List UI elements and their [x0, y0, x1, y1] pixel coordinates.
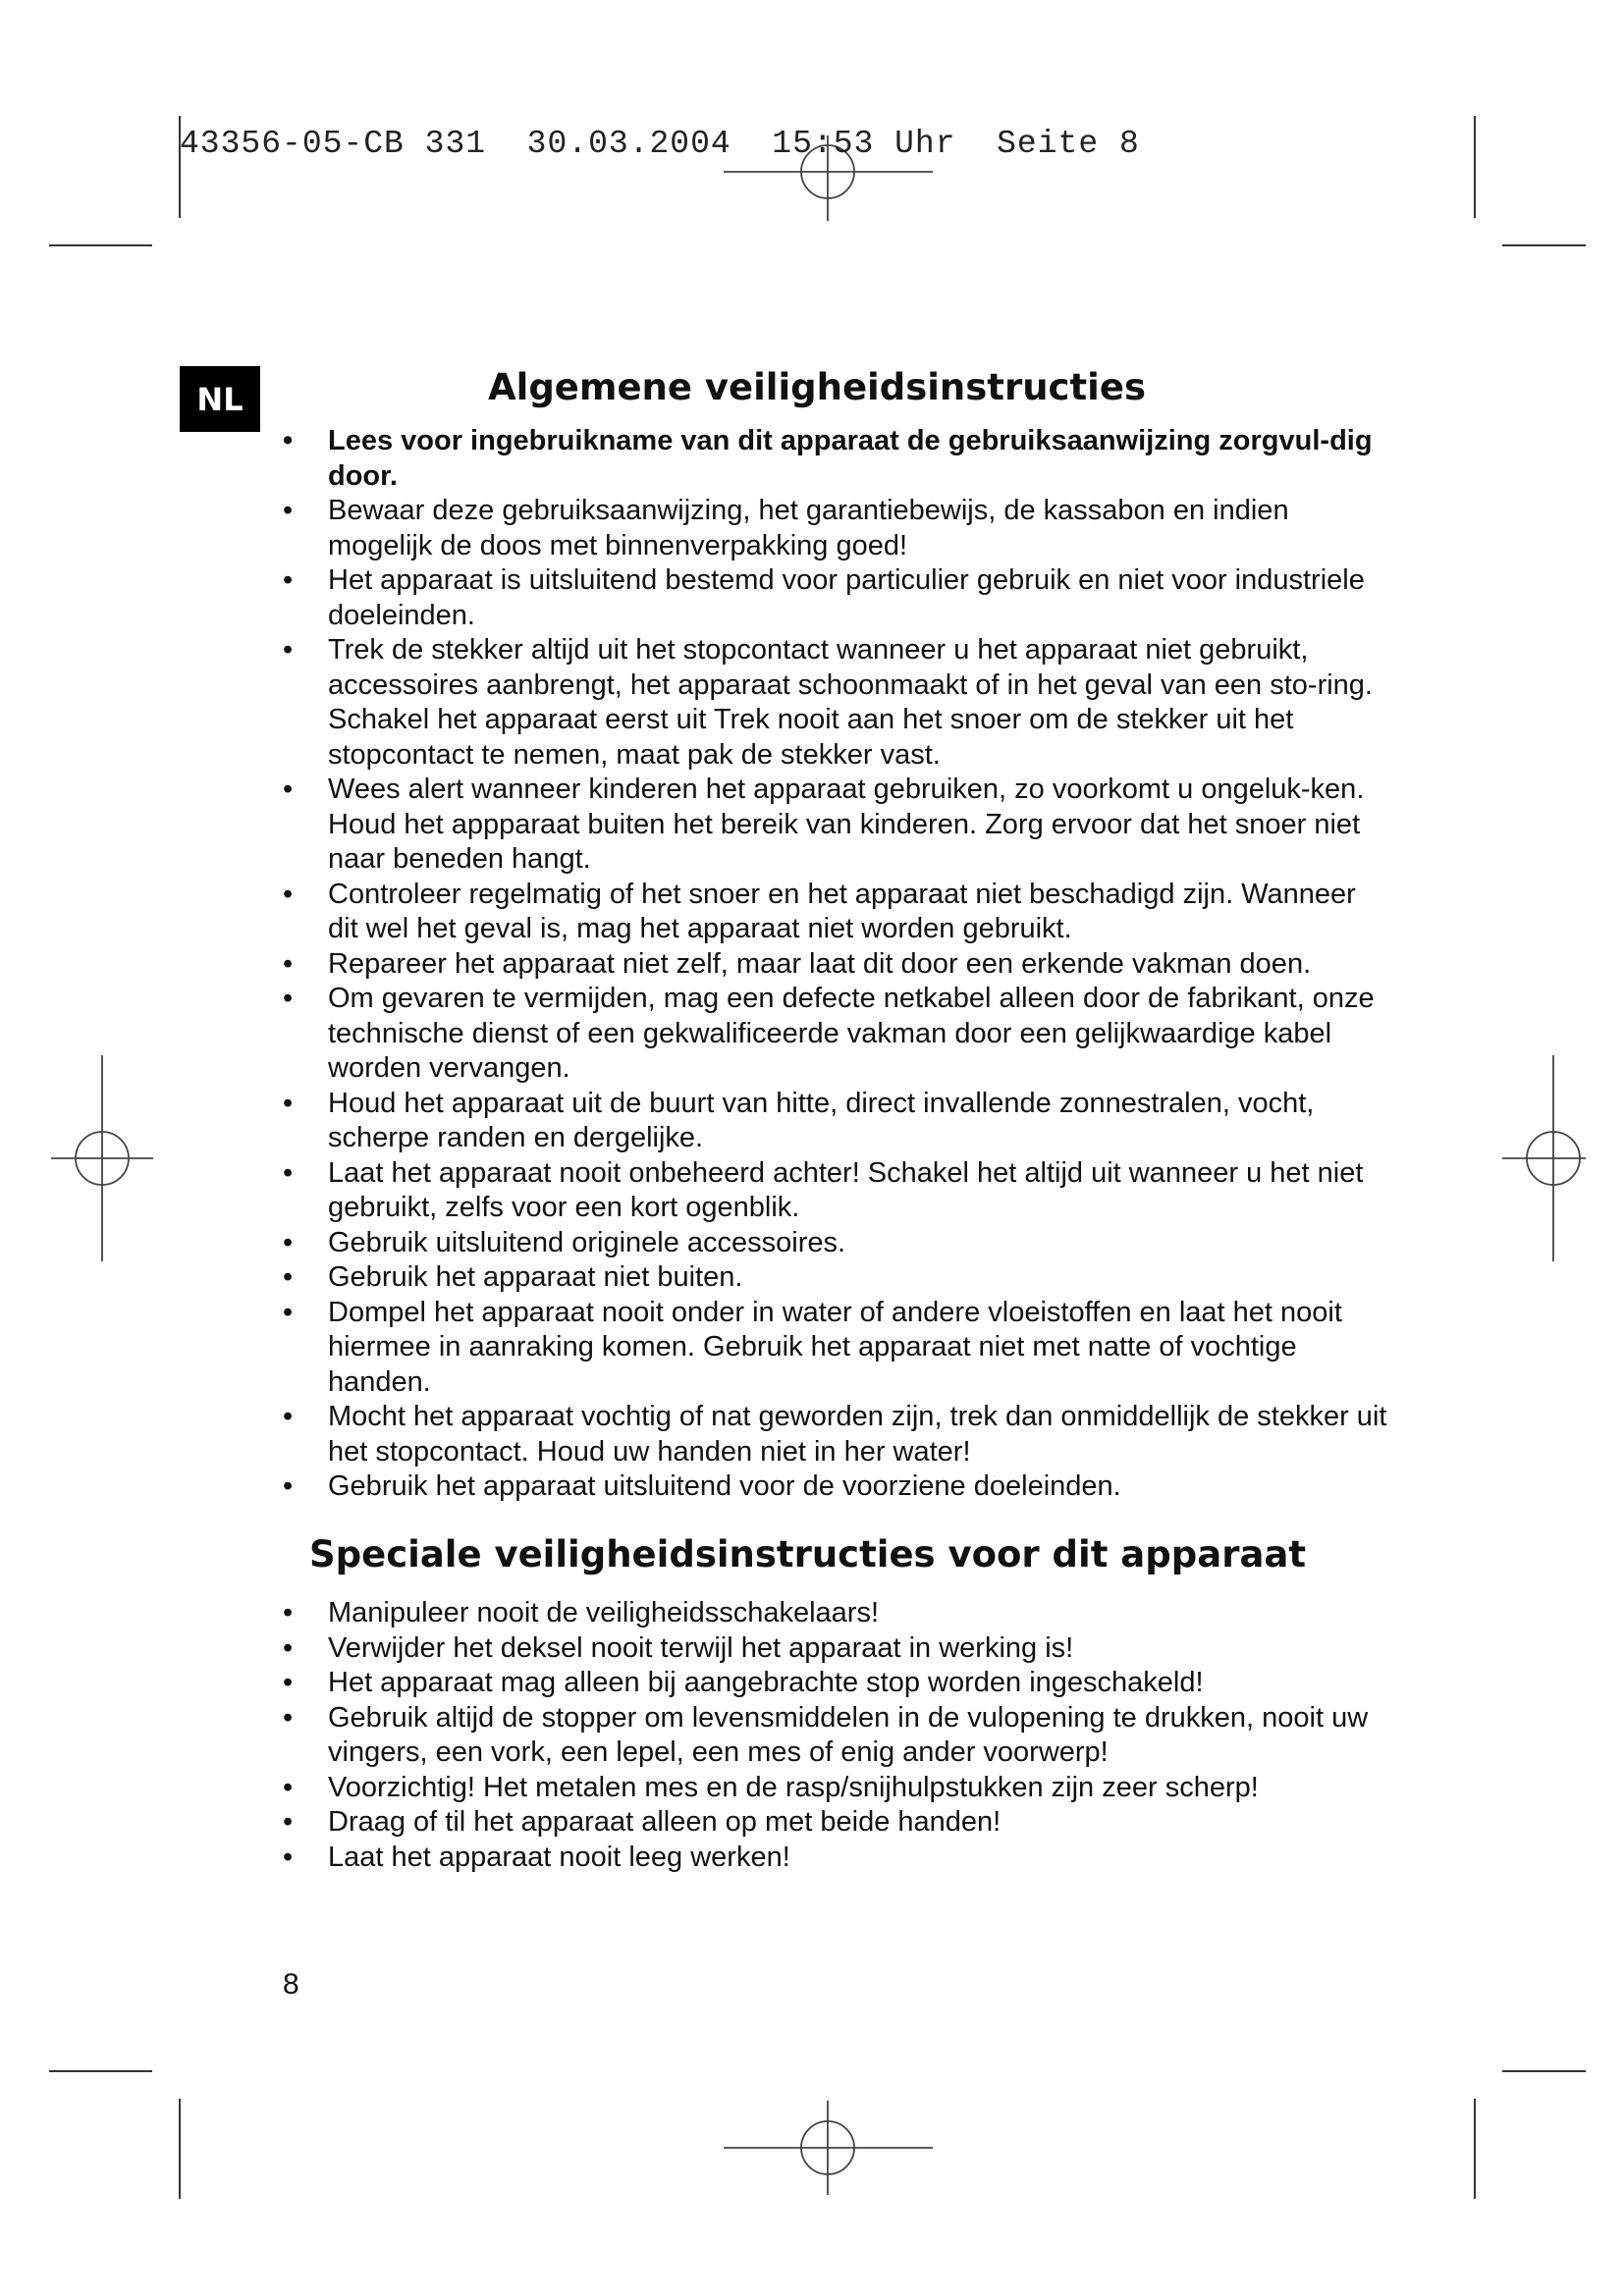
language-tab: NL [180, 366, 260, 432]
list-item: • Laat het apparaat nooit leeg werken! [283, 1841, 1392, 1876]
list-item: • Lees voor ingebruikname van dit apparaat de gebruiksaanwijzing zorgvul-dig door. [283, 424, 1392, 494]
list-item: • Draag of til het apparaat alleen op met beide handen! [283, 1805, 1392, 1841]
registration-mark-left [51, 1055, 153, 1261]
list-item: • Laat het apparaat nooit onbeheerd achter! Schakel het altijd uit wanneer u het niet gebruikt, zelfs voor een kort ogenblik. [283, 1156, 1392, 1226]
list-item: • Dompel het apparaat nooit onder in water of andere vloeistoffen en laat het nooit hiermee in aanraking komen. Gebruik het apparaat niet met natte of vochtige handen. [283, 1296, 1392, 1401]
list-item: • Het apparaat is uitsluitend bestemd voor particulier gebruik en niet voor industriele doeleinden. [283, 563, 1392, 633]
list-item: • Gebruik het apparaat uitsluitend voor de voorziene doeleinden. [283, 1469, 1392, 1505]
list-item: • Gebruik uitsluitend originele accessoires. [283, 1226, 1392, 1261]
list-item: • Manipuleer nooit de veiligheidsschakelaars! [283, 1596, 1392, 1631]
list-item: • Het apparaat mag alleen bij aangebrachte stop worden ingeschakeld! [283, 1666, 1392, 1701]
general-safety-list [283, 424, 1392, 1505]
registration-mark-right [1502, 1055, 1586, 1261]
list-item: • Gebruik altijd de stopper om levensmiddelen in de vulopening te drukken, nooit uw vingers, een vork, een lepel, een mes of enig ander voorwerp! [283, 1701, 1392, 1771]
list-item: • Voorzichtig! Het metalen mes en de rasp/snijhulpstukken zijn zeer scherp! [283, 1771, 1392, 1806]
list-item: • Repareer het apparaat niet zelf, maar laat dit door een erkende vakman doen. [283, 947, 1392, 983]
list-item: • Gebruik het apparaat niet buiten. [283, 1260, 1392, 1296]
list-item: • Verwijder het deksel nooit terwijl het apparaat in werking is! [283, 1631, 1392, 1667]
special-safety-list [283, 1596, 1392, 1875]
list-item: • Mocht het apparaat vochtig of nat geworden zijn, trek dan onmiddellijk de stekker uit het stopcontact. Houd uw handen niet in her water! [283, 1400, 1392, 1469]
list-item: • Trek de stekker altijd uit het stopcontact wanneer u het apparaat niet gebruikt, accessoires aanbrengt, het apparaat schoonmaakt of in het geval van een sto-ring. Schakel het apparaat eerst uit Trek nooit aan het snoer om de stekker uit het stopcontact te nemen, maat pak de stekker vast. [283, 633, 1392, 773]
list-item: • Controleer regelmatig of het snoer en het apparaat niet beschadigd zijn. Wanneer dit wel het geval is, mag het apparaat niet worden gebruikt. [283, 878, 1392, 947]
list-item: • Houd het apparaat uit de buurt van hitte, direct invallende zonnestralen, vocht, scherpe randen en dergelijke. [283, 1087, 1392, 1156]
list-item: • Bewaar deze gebruiksaanwijzing, het garantiebewijs, de kassabon en indien mogelijk de doos met binnenverpakking goed! [283, 494, 1392, 563]
section-title-special: Speciale veiligheidsinstructies voor dit apparaat [309, 1533, 1307, 1575]
section-title-general: Algemene veiligheidsinstructies [488, 366, 1146, 408]
page-number: 8 [283, 1968, 299, 2001]
registration-mark-bottom [724, 2101, 933, 2195]
list-item: • Om gevaren te vermijden, mag een defecte netkabel alleen door de fabrikant, onze technische dienst of een gekwalificeerde vakman door een gelijkwaardige kabel worden vervangen. [283, 982, 1392, 1087]
list-item: • Wees alert wanneer kinderen het apparaat gebruiken, zo voorkomt u ongeluk-ken. Houd het appparaat buiten het bereik van kinderen. Zorg ervoor dat het snoer niet naar beneden hangt. [283, 773, 1392, 878]
print-slug-header: 43356-05-CB 331 30.03.2004 15:53 Uhr Seite 8 [180, 126, 1140, 162]
